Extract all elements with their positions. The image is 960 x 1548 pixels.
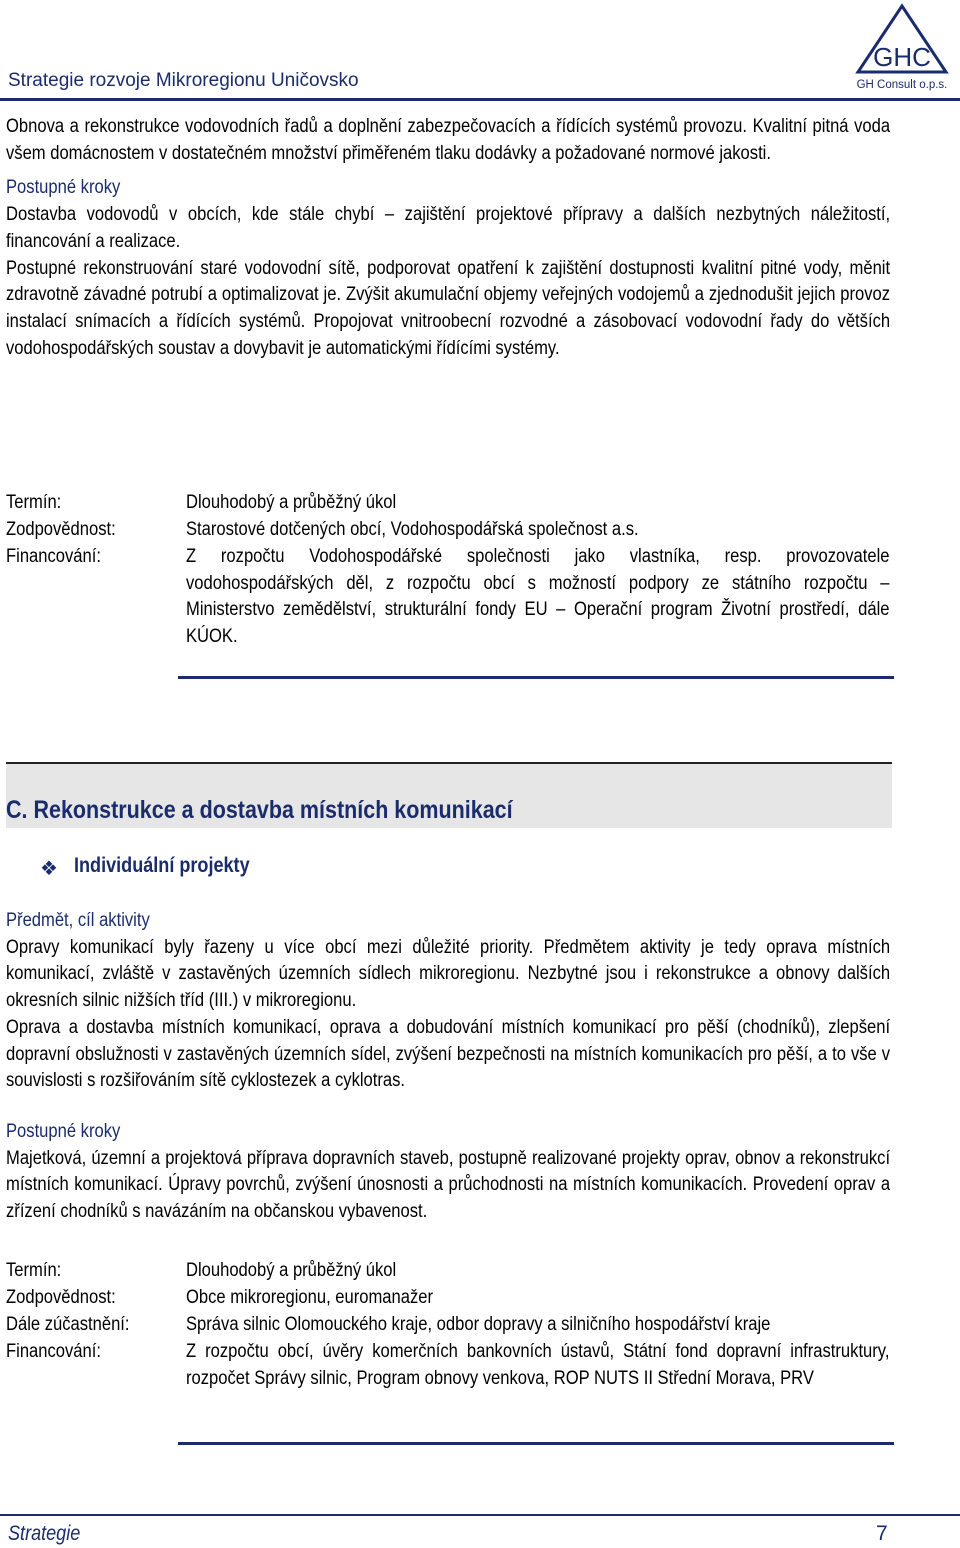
participants-label: Dále zúčastnění: (6, 1314, 130, 1335)
section-c-title: C. Rekonstrukce a dostavba místních komunikací (6, 796, 513, 824)
info-table-2 (0, 1258, 960, 1428)
roads-section-text (6, 908, 890, 1226)
page-number: 7 (876, 1522, 888, 1545)
term-value: Dlouhodobý a průběžný úkol (186, 492, 397, 513)
water-section-text (6, 114, 890, 362)
paragraph: Opravy komunikací byly řazeny u více obcí mezi důležité priority. Předmětem aktivity je tedy oprava místních komunikací, zvláště v zastavěných územních sídlech mikroregionu. Nezbytné jsou i rekonstrukce a obnovy dalších okresních silnic nižších tříd (III.) v mikroregionu. (6, 936, 891, 1012)
participants-value: Správa silnic Olomouckého kraje, odbor dopravy a silničního hospodářství kraje (186, 1314, 771, 1335)
financing-value: Z rozpočtu Vodohospodářské společnosti jako vlastníka, resp. provozovatele vodohospodářských děl, z rozpočtu obcí s možností podpory ze státního rozpočtu – Ministerstvo zemědělství, strukturální fondy EU – Operační program Životní prostředí, dále KÚOK. (186, 546, 890, 648)
header-rule (0, 98, 960, 101)
term-label: Termín: (6, 492, 62, 513)
document-header-title: Strategie rozvoje Mikroregionu Uničovsko (8, 70, 359, 91)
term-label: Termín: (6, 1260, 62, 1281)
info-table-1 (0, 490, 960, 670)
diamond-bullet-icon: ❖ (40, 858, 58, 880)
logo-text: GHC (873, 42, 931, 72)
paragraph: Oprava a dostavba místních komunikací, oprava a dobudování místních komunikací pro pěší (chodníků), zlepšení dopravní obslužnosti v zastavěných územních sídel, zvýšení bezpečnosti na místních komunikacích pro pěší, a to vše v souvislosti s rozšiřováním sítě cyklostezek a cyklotras. (6, 1016, 891, 1092)
responsibility-value: Starostové dotčených obcí, Vodohospodářská společnost a.s. (186, 519, 639, 540)
responsibility-label: Zodpovědnost: (6, 1287, 116, 1308)
footer-rule (0, 1514, 960, 1516)
paragraph: Majetková, územní a projektová příprava dopravních staveb, postupně realizované projekty oprav, obnov a rekonstrukcí místních komunikací. Úpravy povrchů, zvýšení únosnosti a průchodnosti na místních komunikacích. Provedení oprav a zřízení chodníků s navázáním na občanskou vybavenost. (6, 1147, 891, 1223)
steps-heading: Postupné kroky (6, 177, 121, 199)
responsibility-label: Zodpovědnost: (6, 519, 116, 540)
financing-label: Financování: (6, 1341, 101, 1362)
financing-value: Z rozpočtu obcí, úvěry komerčních bankovních ústavů, Státní fond dopravní infrastruktury, rozpočet Správy silnic, Program obnovy venkova, ROP NUTS II Střední Morava, PRV (186, 1341, 890, 1389)
paragraph: Dostavba vodovodů v obcích, kde stále chybí – zajištění projektové přípravy a dalších nezbytných náležitostí, financování a realizace. (6, 204, 891, 252)
paragraph: Obnova a rekonstrukce vodovodních řadů a doplnění zabezpečovacích a řídících systémů provozu. Kvalitní pitná voda všem domácnostem v dostatečném množství přiměřeném tlaku dodávky a požadované normové jakosti. (6, 116, 891, 164)
section-divider (178, 676, 894, 679)
company-logo (846, 2, 958, 94)
steps-heading: Postupné kroky (6, 1120, 121, 1142)
responsibility-value: Obce mikroregionu, euromanažer (186, 1287, 434, 1308)
financing-label: Financování: (6, 546, 101, 567)
footer-title: Strategie (8, 1522, 81, 1545)
term-value: Dlouhodobý a průběžný úkol (186, 1260, 397, 1281)
subsection-title: Individuální projekty (74, 854, 250, 877)
logo-subtext: GH Consult o.p.s. (856, 79, 948, 91)
goal-heading: Předmět, cíl aktivity (6, 910, 150, 931)
paragraph: Postupné rekonstruování staré vodovodní sítě, podporovat opatření k zajištění dostupnosti kvalitní pitné vody, měnit zdravotně závadné potrubí a optimalizovat je. Zvýšit akumulační objemy veřejných vodojemů a zjednodušit jejich provoz instalací snímacích a řídících systémů. Propojovat vnitroobecní rozvodné a zásobovací vodovodní řady do větších vodohospodářských soustav a dovybavit je automatickými řídícími systémy. (6, 257, 891, 359)
section-divider (178, 1442, 894, 1445)
